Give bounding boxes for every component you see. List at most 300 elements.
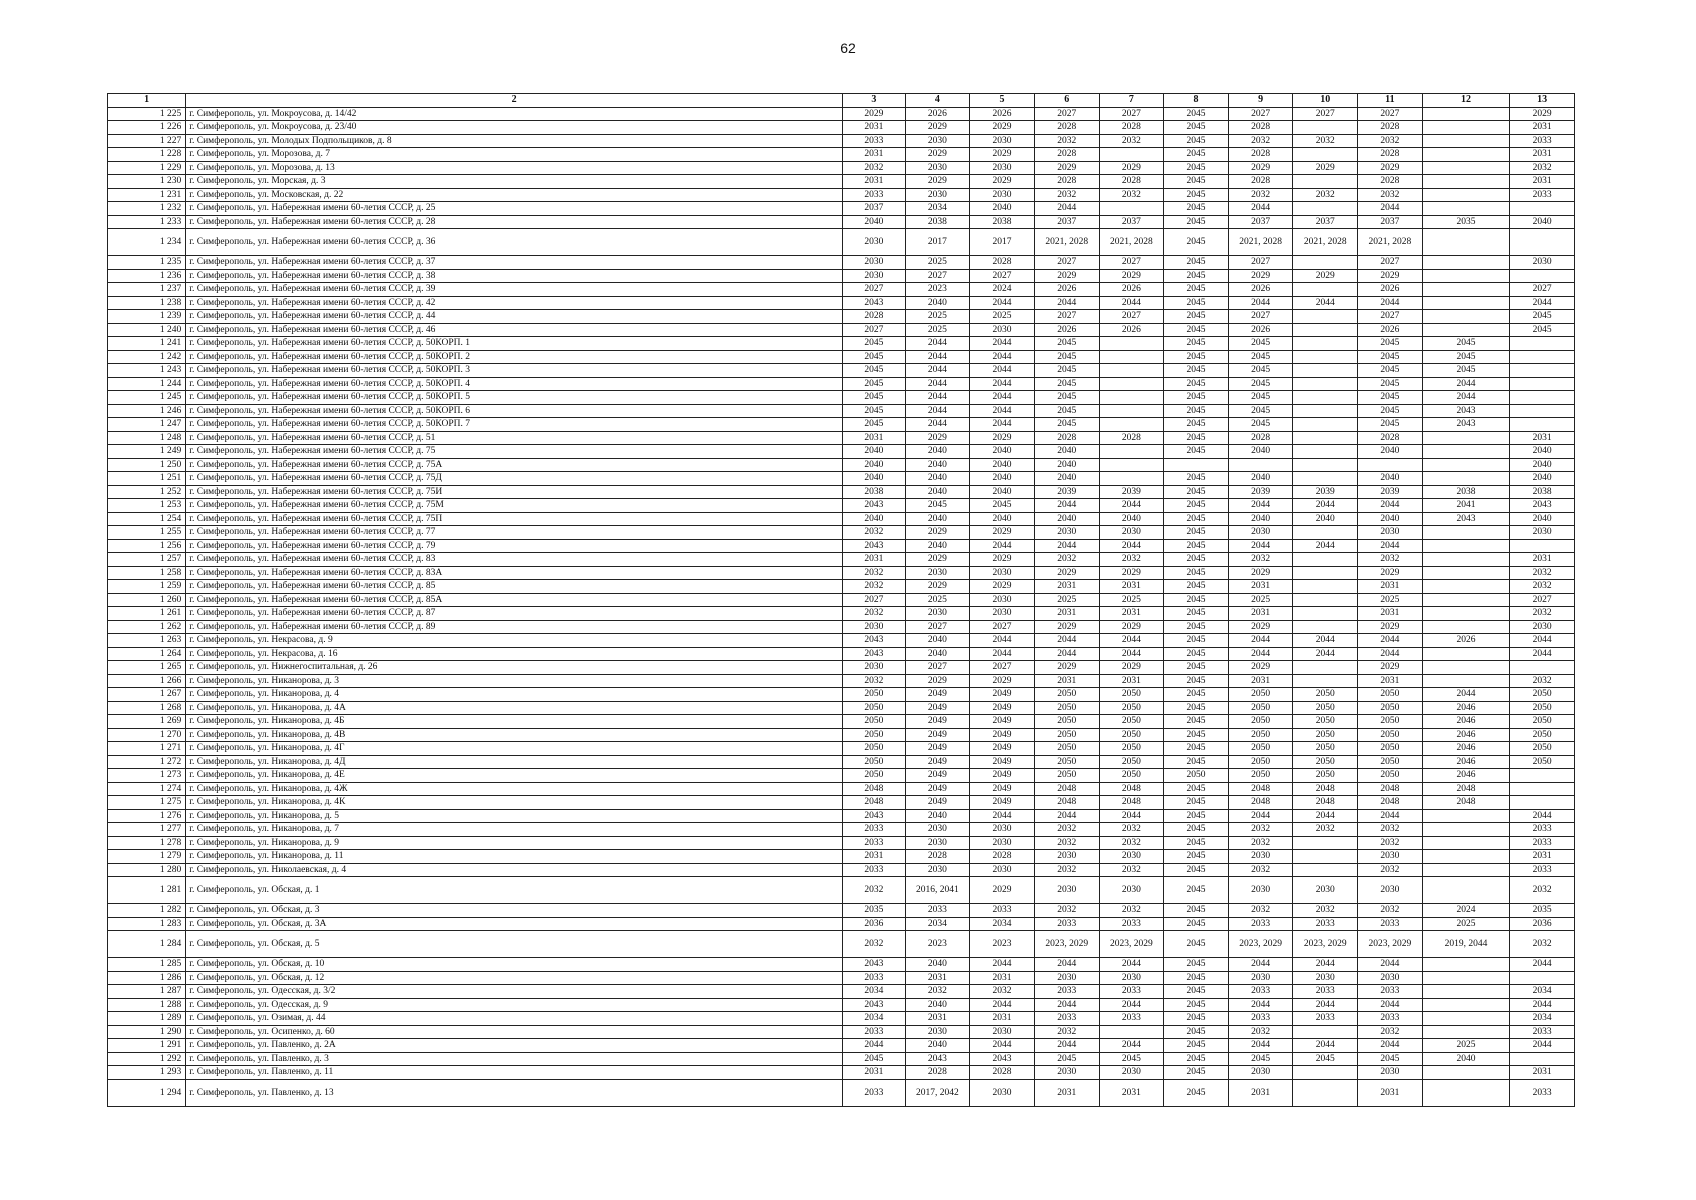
year-cell: 2044 [970,364,1035,378]
row-number: 1 268 [108,701,186,715]
year-cell [1358,458,1423,472]
year-cell: 2025 [1099,593,1164,607]
row-number: 1 230 [108,175,186,189]
year-cell: 2045 [1510,323,1575,337]
year-cell: 2044 [1358,958,1423,972]
year-cell: 2046 [1422,769,1510,783]
year-cell: 2036 [1510,917,1575,931]
year-cell: 2037 [1358,215,1423,229]
year-cell: 2045 [1164,283,1229,297]
year-cell: 2040 [1510,445,1575,459]
year-cell: 2029 [970,877,1035,904]
year-cell: 2044 [1510,1039,1575,1053]
table-body [108,107,1575,1106]
table-row [108,580,1575,594]
year-cell: 2045 [1164,674,1229,688]
year-cell [1510,202,1575,216]
year-cell: 2050 [1099,769,1164,783]
year-cell: 2029 [1228,620,1293,634]
year-cell: 2045 [1034,1052,1099,1066]
year-cell: 2032 [905,985,970,999]
table-row [108,364,1575,378]
year-cell [1422,1012,1510,1026]
year-cell [1099,404,1164,418]
year-cell: 2019, 2044 [1422,931,1510,958]
year-cell: 2029 [1228,161,1293,175]
year-cell: 2045 [1164,715,1229,729]
year-cell: 2050 [843,728,906,742]
year-cell [1422,958,1510,972]
table-row [108,161,1575,175]
year-cell: 2032 [1510,580,1575,594]
year-cell: 2030 [970,823,1035,837]
year-cell: 2045 [1164,688,1229,702]
address-cell: г. Симферополь, ул. Никанорова, д. 9 [186,836,843,850]
year-cell: 2045 [1164,107,1229,121]
year-cell [1422,296,1510,310]
column-header: 11 [1358,94,1423,108]
year-cell: 2028 [1358,175,1423,189]
year-cell: 2023, 2029 [1358,931,1423,958]
year-cell [1422,202,1510,216]
table-row [108,1079,1575,1106]
row-number: 1 264 [108,647,186,661]
year-cell: 2032 [843,566,906,580]
address-cell: г. Симферополь, ул. Обская, д. 12 [186,971,843,985]
address-cell: г. Симферополь, ул. Набережная имени 60-летия СССР, д. 89 [186,620,843,634]
year-cell: 2030 [1099,1066,1164,1080]
year-cell: 2033 [1510,863,1575,877]
year-cell: 2031 [843,148,906,162]
year-cell: 2030 [970,1025,1035,1039]
year-cell: 2046 [1422,742,1510,756]
row-number: 1 293 [108,1066,186,1080]
year-cell: 2021, 2028 [1228,229,1293,256]
year-cell: 2035 [843,904,906,918]
row-number: 1 270 [108,728,186,742]
year-cell: 2045 [1358,364,1423,378]
year-cell: 2044 [1099,998,1164,1012]
year-cell: 2029 [1034,161,1099,175]
year-cell: 2032 [1358,823,1423,837]
year-cell: 2045 [1228,350,1293,364]
year-cell: 2044 [1293,539,1358,553]
year-cell: 2045 [1422,364,1510,378]
column-header: 1 [108,94,186,108]
year-cell: 2033 [1293,917,1358,931]
row-number: 1 288 [108,998,186,1012]
year-cell: 2030 [1510,620,1575,634]
year-cell: 2044 [1034,202,1099,216]
row-number: 1 281 [108,877,186,904]
year-cell: 2031 [1510,1066,1575,1080]
year-cell [1099,418,1164,432]
year-cell [1099,148,1164,162]
year-cell: 2045 [1164,418,1229,432]
row-number: 1 229 [108,161,186,175]
year-cell: 2032 [1293,823,1358,837]
year-cell: 2038 [1510,485,1575,499]
year-cell [1099,445,1164,459]
year-cell: 2032 [1358,1025,1423,1039]
year-cell: 2033 [843,971,906,985]
year-cell: 2044 [970,998,1035,1012]
table-row [108,985,1575,999]
year-cell: 2028 [970,850,1035,864]
row-number: 1 236 [108,269,186,283]
year-cell: 2031 [1099,580,1164,594]
row-number: 1 234 [108,229,186,256]
year-cell: 2045 [1164,526,1229,540]
table-row [108,269,1575,283]
row-number: 1 256 [108,539,186,553]
row-number: 1 250 [108,458,186,472]
year-cell: 2032 [1228,553,1293,567]
year-cell: 2031 [843,431,906,445]
row-number: 1 290 [108,1025,186,1039]
year-cell: 2017 [905,229,970,256]
address-cell: г. Симферополь, ул. Павленко, д. 2А [186,1039,843,1053]
year-cell: 2044 [1293,958,1358,972]
year-cell [1293,404,1358,418]
year-cell: 2045 [1164,796,1229,810]
year-cell: 2021, 2028 [1293,229,1358,256]
address-cell: г. Симферополь, ул. Набережная имени 60-летия СССР, д. 50КОРП. 6 [186,404,843,418]
year-cell: 2050 [1293,755,1358,769]
year-cell: 2030 [843,269,906,283]
year-cell: 2045 [1164,809,1229,823]
address-cell: г. Симферополь, ул. Набережная имени 60-летия СССР, д. 50КОРП. 3 [186,364,843,378]
year-cell: 2043 [905,1052,970,1066]
year-cell: 2040 [1228,445,1293,459]
year-cell: 2040 [905,998,970,1012]
year-cell: 2045 [1164,215,1229,229]
year-cell: 2040 [905,809,970,823]
year-cell [1293,323,1358,337]
address-cell: г. Симферополь, ул. Обская, д. 10 [186,958,843,972]
year-cell: 2044 [970,647,1035,661]
year-cell [1422,647,1510,661]
year-cell: 2031 [843,553,906,567]
year-cell: 2050 [843,742,906,756]
year-cell [1099,1025,1164,1039]
year-cell [1510,769,1575,783]
year-cell [1510,418,1575,432]
year-cell: 2027 [1358,310,1423,324]
year-cell: 2045 [1164,350,1229,364]
year-cell [1510,391,1575,405]
year-cell [1422,823,1510,837]
year-cell: 2050 [1358,728,1423,742]
year-cell: 2027 [1358,107,1423,121]
year-cell: 2029 [1099,269,1164,283]
year-cell: 2028 [1099,121,1164,135]
address-cell: г. Симферополь, ул. Некрасова, д. 16 [186,647,843,661]
year-cell: 2029 [1034,661,1099,675]
year-cell: 2045 [1164,782,1229,796]
year-cell [1293,310,1358,324]
year-cell: 2045 [1034,337,1099,351]
address-cell: г. Симферополь, ул. Осипенко, д. 60 [186,1025,843,1039]
year-cell: 2031 [1228,1079,1293,1106]
column-header: 3 [843,94,906,108]
year-cell: 2027 [970,661,1035,675]
year-cell: 2045 [1164,661,1229,675]
year-cell: 2032 [1034,823,1099,837]
year-cell: 2033 [843,1079,906,1106]
year-cell: 2044 [905,364,970,378]
year-cell: 2049 [905,782,970,796]
year-cell: 2023 [970,931,1035,958]
table-header-row [108,94,1575,108]
year-cell: 2029 [843,107,906,121]
row-number: 1 263 [108,634,186,648]
year-cell: 2030 [905,823,970,837]
year-cell [1293,566,1358,580]
row-number: 1 235 [108,256,186,270]
address-cell: г. Симферополь, ул. Никанорова, д. 4А [186,701,843,715]
row-number: 1 269 [108,715,186,729]
year-cell: 2023, 2029 [1293,931,1358,958]
year-cell: 2044 [905,337,970,351]
year-cell: 2027 [1099,107,1164,121]
row-number: 1 267 [108,688,186,702]
year-cell: 2045 [1164,391,1229,405]
year-cell: 2033 [1228,985,1293,999]
year-cell: 2032 [1358,836,1423,850]
year-cell: 2030 [905,134,970,148]
year-cell: 2044 [1228,202,1293,216]
year-cell: 2026 [1228,283,1293,297]
year-cell: 2032 [1034,134,1099,148]
year-cell: 2044 [1510,634,1575,648]
year-cell: 2033 [970,904,1035,918]
year-cell: 2040 [1510,472,1575,486]
year-cell: 2034 [1510,985,1575,999]
year-cell: 2026 [1228,323,1293,337]
table-row [108,782,1575,796]
year-cell: 2032 [1099,134,1164,148]
year-cell: 2045 [1164,175,1229,189]
row-number: 1 251 [108,472,186,486]
address-cell: г. Симферополь, ул. Мокроусова, д. 14/42 [186,107,843,121]
year-cell: 2045 [843,364,906,378]
row-number: 1 248 [108,431,186,445]
row-number: 1 240 [108,323,186,337]
year-cell [1422,188,1510,202]
row-number: 1 245 [108,391,186,405]
year-cell: 2032 [843,877,906,904]
year-cell: 2028 [1034,121,1099,135]
year-cell [1293,620,1358,634]
year-cell: 2033 [1510,1079,1575,1106]
year-cell: 2040 [970,512,1035,526]
year-cell: 2026 [1034,283,1099,297]
year-cell: 2032 [1510,161,1575,175]
year-cell: 2027 [843,323,906,337]
address-cell: г. Симферополь, ул. Николаевская, д. 4 [186,863,843,877]
table-row [108,188,1575,202]
year-cell: 2033 [1510,823,1575,837]
year-cell: 2031 [1099,1079,1164,1106]
year-cell: 2040 [843,215,906,229]
year-cell: 2044 [1034,647,1099,661]
year-cell: 2044 [1293,634,1358,648]
year-cell: 2032 [1228,823,1293,837]
year-cell: 2045 [1164,404,1229,418]
address-cell: г. Симферополь, ул. Одесская, д. 9 [186,998,843,1012]
year-cell [1293,863,1358,877]
table-row [108,229,1575,256]
year-cell: 2031 [1510,121,1575,135]
address-cell: г. Симферополь, ул. Набережная имени 60-летия СССР, д. 44 [186,310,843,324]
year-cell: 2045 [1164,1025,1229,1039]
row-number: 1 239 [108,310,186,324]
row-number: 1 257 [108,553,186,567]
year-cell: 2050 [843,715,906,729]
address-cell: г. Симферополь, ул. Набережная имени 60-летия СССР, д. 42 [186,296,843,310]
year-cell: 2033 [1099,985,1164,999]
address-cell: г. Симферополь, ул. Никанорова, д. 4Ж [186,782,843,796]
year-cell: 2030 [1358,1066,1423,1080]
year-cell: 2043 [843,958,906,972]
year-cell: 2044 [1099,634,1164,648]
year-cell: 2045 [1164,472,1229,486]
year-cell [1293,850,1358,864]
year-cell: 2026 [1358,323,1423,337]
year-cell: 2040 [843,445,906,459]
year-cell: 2040 [843,458,906,472]
year-cell: 2050 [1228,742,1293,756]
year-cell: 2045 [1164,121,1229,135]
address-cell: г. Симферополь, ул. Набережная имени 60-летия СССР, д. 28 [186,215,843,229]
year-cell: 2031 [1034,1079,1099,1106]
year-cell: 2031 [1358,580,1423,594]
year-cell: 2045 [1164,850,1229,864]
column-header: 7 [1099,94,1164,108]
year-cell: 2049 [970,742,1035,756]
year-cell: 2044 [1099,499,1164,513]
year-cell: 2045 [1164,1066,1229,1080]
year-cell: 2030 [1228,877,1293,904]
year-cell: 2032 [1099,836,1164,850]
table-row [108,755,1575,769]
year-cell: 2050 [1034,755,1099,769]
year-cell: 2045 [1164,161,1229,175]
year-cell: 2044 [1293,499,1358,513]
row-number: 1 273 [108,769,186,783]
year-cell: 2032 [843,674,906,688]
year-cell: 2050 [843,688,906,702]
year-cell: 2044 [970,404,1035,418]
year-cell: 2045 [1164,755,1229,769]
year-cell [1422,134,1510,148]
row-number: 1 283 [108,917,186,931]
year-cell: 2044 [1099,296,1164,310]
address-cell: г. Симферополь, ул. Набережная имени 60-летия СССР, д. 46 [186,323,843,337]
year-cell [1293,1079,1358,1106]
year-cell: 2050 [1510,728,1575,742]
column-header: 6 [1034,94,1099,108]
table-row [108,796,1575,810]
table-row [108,1066,1575,1080]
year-cell: 2045 [1164,1079,1229,1106]
year-cell: 2030 [970,1079,1035,1106]
year-cell: 2030 [970,863,1035,877]
year-cell: 2027 [1358,256,1423,270]
year-cell: 2029 [905,148,970,162]
year-cell: 2023, 2029 [1228,931,1293,958]
table-row [108,607,1575,621]
year-cell: 2030 [970,188,1035,202]
year-cell: 2029 [1099,661,1164,675]
table-row [108,674,1575,688]
address-cell: г. Симферополь, ул. Морская, д. 3 [186,175,843,189]
year-cell: 2040 [905,296,970,310]
year-cell: 2045 [905,499,970,513]
table-row [108,350,1575,364]
year-cell: 2040 [970,485,1035,499]
year-cell: 2040 [905,634,970,648]
year-cell: 2030 [1099,526,1164,540]
year-cell: 2032 [1099,188,1164,202]
year-cell: 2048 [1228,796,1293,810]
year-cell: 2029 [905,121,970,135]
year-cell: 2044 [905,418,970,432]
table-row [108,1025,1575,1039]
year-cell: 2029 [1293,269,1358,283]
year-cell: 2044 [1358,499,1423,513]
year-cell: 2031 [970,1012,1035,1026]
year-cell: 2040 [905,458,970,472]
year-cell: 2050 [1164,769,1229,783]
year-cell: 2029 [1228,566,1293,580]
year-cell: 2030 [905,161,970,175]
year-cell: 2049 [970,715,1035,729]
table-row [108,931,1575,958]
row-number: 1 294 [108,1079,186,1106]
year-cell: 2040 [1422,1052,1510,1066]
year-cell: 2044 [970,337,1035,351]
year-cell: 2040 [905,512,970,526]
year-cell: 2045 [1228,391,1293,405]
year-cell: 2044 [1228,296,1293,310]
year-cell: 2027 [905,661,970,675]
year-cell [1510,364,1575,378]
table-row [108,863,1575,877]
year-cell: 2048 [1034,782,1099,796]
year-cell: 2040 [1510,458,1575,472]
year-cell: 2017 [970,229,1035,256]
table-row [108,850,1575,864]
year-cell [1293,364,1358,378]
table-row [108,202,1575,216]
table-row [108,728,1575,742]
address-cell: г. Симферополь, ул. Набережная имени 60-летия СССР, д. 83 [186,553,843,567]
page-number: 62 [840,40,856,56]
row-number: 1 262 [108,620,186,634]
year-cell: 2023, 2029 [1099,931,1164,958]
year-cell: 2033 [1034,985,1099,999]
year-cell: 2045 [1164,202,1229,216]
address-cell: г. Симферополь, ул. Мокроусова, д. 23/40 [186,121,843,135]
year-cell: 2045 [1358,404,1423,418]
table-row [108,904,1575,918]
year-cell: 2033 [1358,985,1423,999]
year-cell: 2050 [1293,715,1358,729]
year-cell: 2046 [1422,715,1510,729]
year-cell: 2031 [843,175,906,189]
